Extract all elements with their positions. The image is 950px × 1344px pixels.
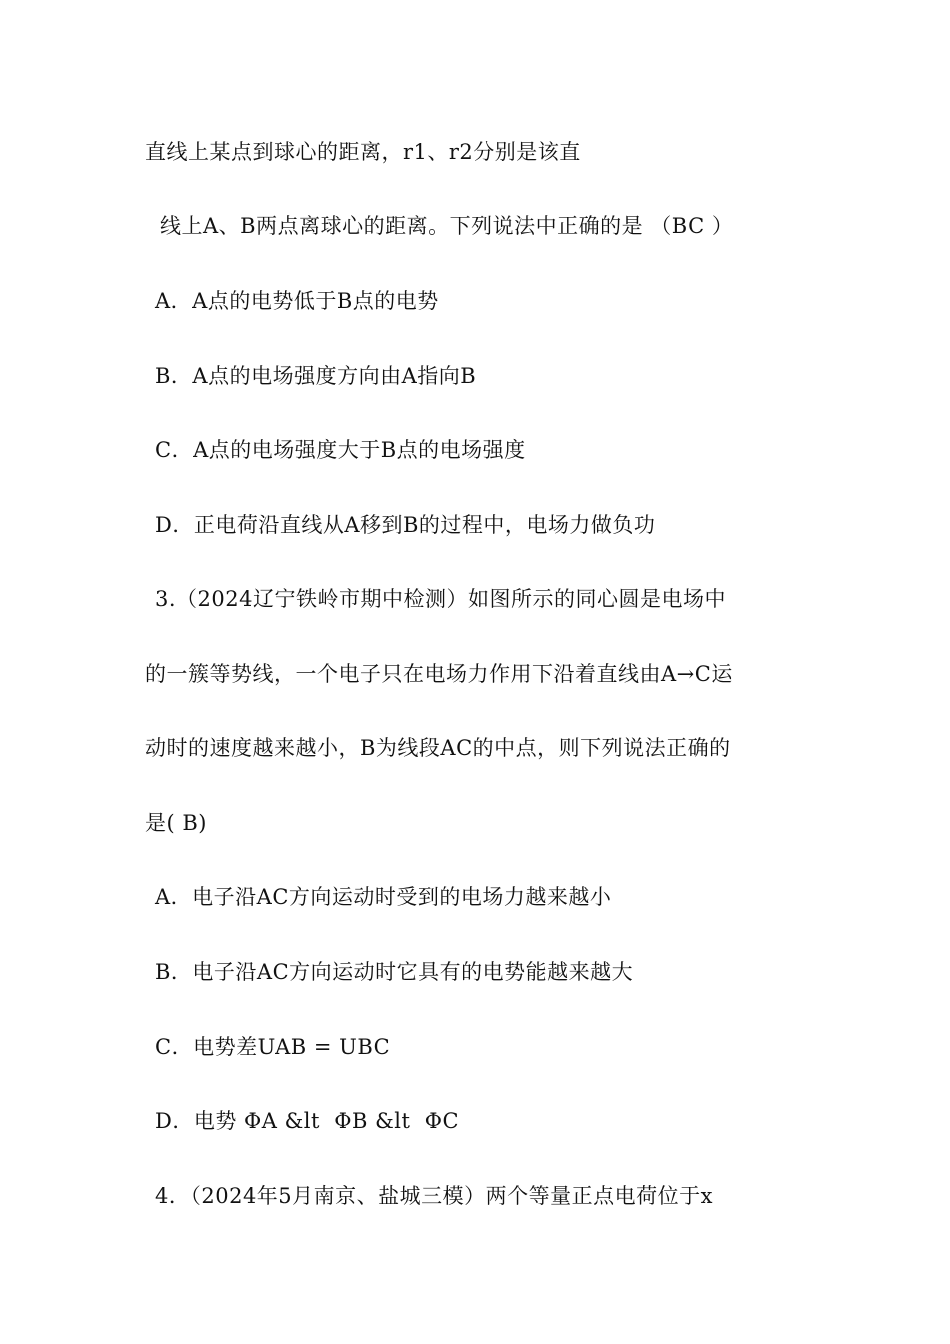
question-3-line-3: 动时的速度越来越小，B为线段AC的中点，则下列说法正确的 [145,736,731,760]
option-c-line: C．A点的电场强度大于B点的电场强度 [155,438,526,462]
question-4-line-1: 4．（2024年5月南京、盐城三模）两个等量正点电荷位于x [155,1184,714,1208]
text-line-1: 直线上某点到球心的距离，r1、r2分别是该直 [145,140,581,164]
q3-option-b-line: B．电子沿AC方向运动时它具有的电势能越来越大 [155,960,634,984]
question-3-line-1: 3.（2024辽宁铁岭市期中检测）如图所示的同心圆是电场中 [155,587,726,611]
question-3-line-4: 是( B) [145,811,207,835]
text-line-2: 线上A、B两点离球心的距离。下列说法中正确的是 （BC ） [160,214,734,238]
q3-option-a-line: A．电子沿AC方向运动时受到的电场力越来越小 [155,885,612,909]
option-d-line: D．正电荷沿直线从A移到B的过程中，电场力做负功 [155,513,656,537]
option-a-line: A．A点的电势低于B点的电势 [155,289,439,313]
question-3-line-2: 的一簇等势线，一个电子只在电场力作用下沿着直线由A→C运 [145,662,733,686]
q3-option-c-line: C．电势差UAB = UBC [155,1035,391,1059]
q3-option-d-line: D．电势 ΦA &lt ΦB &lt ΦC [155,1109,460,1133]
option-b-line: B．A点的电场强度方向由A指向B [155,364,477,388]
